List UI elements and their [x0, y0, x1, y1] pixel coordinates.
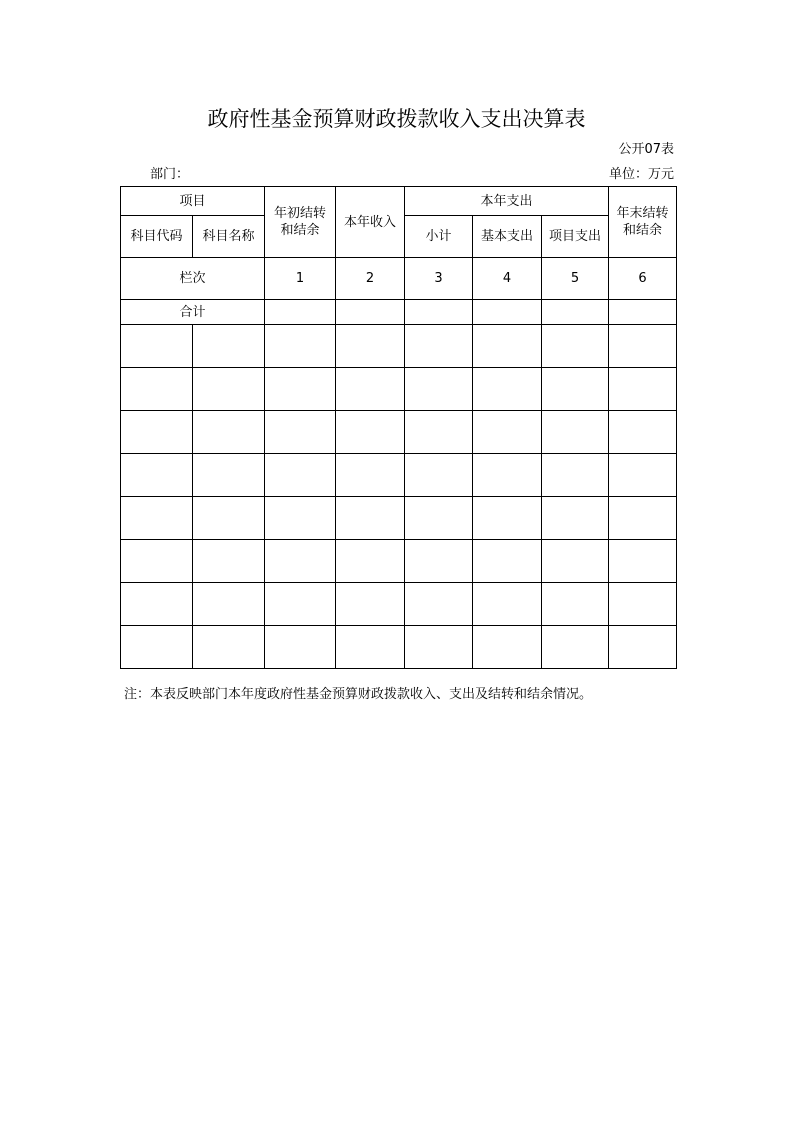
table-cell — [405, 626, 473, 669]
table-cell — [473, 325, 542, 368]
table-cell — [121, 368, 193, 411]
table-cell — [121, 325, 193, 368]
sequence-label: 栏次 — [121, 258, 265, 300]
table-row — [121, 626, 677, 669]
table-cell — [405, 411, 473, 454]
header-subject-name: 科目名称 — [193, 216, 265, 258]
sequence-cell: 3 — [405, 258, 473, 300]
table-cell — [193, 411, 265, 454]
table-cell — [336, 583, 405, 626]
table-cell — [542, 325, 609, 368]
table-cell — [609, 368, 677, 411]
table-cell — [405, 540, 473, 583]
table-cell — [336, 368, 405, 411]
table-cell — [193, 540, 265, 583]
table-cell — [193, 626, 265, 669]
sequence-cell: 1 — [265, 258, 336, 300]
table-body — [121, 187, 677, 669]
table-cell — [265, 540, 336, 583]
table-cell — [542, 626, 609, 669]
total-cell — [405, 300, 473, 325]
table-cell — [405, 368, 473, 411]
table-cell — [265, 583, 336, 626]
total-row — [121, 300, 677, 325]
table-cell — [336, 454, 405, 497]
total-cell — [542, 300, 609, 325]
table-row — [121, 325, 677, 368]
table-cell — [265, 497, 336, 540]
table-cell — [542, 454, 609, 497]
header-basic-expense: 基本支出 — [473, 216, 542, 258]
table-cell — [542, 583, 609, 626]
table-cell — [609, 626, 677, 669]
table-cell — [265, 454, 336, 497]
table-cell — [609, 411, 677, 454]
table-cell — [542, 368, 609, 411]
table-row — [121, 411, 677, 454]
table-cell — [609, 454, 677, 497]
unit-label: 单位：万元 — [608, 167, 674, 182]
table-cell — [265, 411, 336, 454]
sequence-cell: 5 — [542, 258, 609, 300]
table-cell — [121, 540, 193, 583]
table-cell — [609, 497, 677, 540]
table-cell — [473, 454, 542, 497]
department-label: 部门： — [150, 167, 190, 182]
table-cell — [405, 454, 473, 497]
total-cell — [336, 300, 405, 325]
table-cell — [473, 368, 542, 411]
table-row — [121, 368, 677, 411]
header-item: 项目 — [121, 187, 265, 216]
form-code: 公开07表 — [618, 142, 674, 157]
table-cell — [609, 325, 677, 368]
table-cell — [336, 325, 405, 368]
table-cell — [336, 497, 405, 540]
table-row — [121, 497, 677, 540]
table-cell — [609, 583, 677, 626]
table-cell — [193, 325, 265, 368]
table-row — [121, 583, 677, 626]
header-subtotal: 小计 — [405, 216, 473, 258]
total-cell — [609, 300, 677, 325]
table-cell — [473, 540, 542, 583]
header-current-expense: 本年支出 — [405, 187, 609, 216]
total-cell — [265, 300, 336, 325]
sequence-cell: 2 — [336, 258, 405, 300]
header-subject-code: 科目代码 — [121, 216, 193, 258]
table-cell — [473, 497, 542, 540]
budget-table — [120, 186, 677, 669]
table-cell — [265, 368, 336, 411]
table-cell — [121, 497, 193, 540]
table-row — [121, 454, 677, 497]
header-opening-balance-line1: 年初结转 — [274, 206, 327, 221]
table-cell — [121, 626, 193, 669]
table-cell — [405, 497, 473, 540]
table-cell — [336, 626, 405, 669]
table-cell — [121, 411, 193, 454]
page-title: 政府性基金预算财政拨款收入支出决算表 — [207, 107, 586, 131]
header-opening-balance-line2: 和结余 — [280, 223, 320, 238]
total-label: 合计 — [121, 300, 265, 325]
header-project-expense: 项目支出 — [542, 216, 609, 258]
sequence-row — [121, 258, 677, 300]
sequence-cell: 4 — [473, 258, 542, 300]
table-cell — [336, 411, 405, 454]
table-cell — [473, 626, 542, 669]
table-cell — [193, 368, 265, 411]
total-cell — [473, 300, 542, 325]
header-closing-balance-line1: 年末结转 — [616, 206, 669, 221]
table-cell — [542, 540, 609, 583]
header-opening-balance — [265, 187, 336, 258]
table-cell — [121, 583, 193, 626]
table-cell — [193, 454, 265, 497]
table-cell — [405, 583, 473, 626]
table-cell — [473, 583, 542, 626]
header-current-income: 本年收入 — [336, 187, 405, 258]
header-row-1 — [121, 187, 677, 216]
header-closing-balance-line2: 和结余 — [623, 223, 663, 238]
table-cell — [542, 497, 609, 540]
header-closing-balance — [609, 187, 677, 258]
table-cell — [473, 411, 542, 454]
table-row — [121, 540, 677, 583]
table-cell — [121, 454, 193, 497]
table-cell — [542, 411, 609, 454]
table-cell — [193, 497, 265, 540]
sequence-cell: 6 — [609, 258, 677, 300]
table-cell — [265, 626, 336, 669]
table-cell — [336, 540, 405, 583]
table-cell — [405, 325, 473, 368]
table-cell — [193, 583, 265, 626]
table-cell — [609, 540, 677, 583]
table-cell — [265, 325, 336, 368]
footnote: 注：本表反映部门本年度政府性基金预算财政拨款收入、支出及结转和结余情况。 — [124, 687, 593, 702]
